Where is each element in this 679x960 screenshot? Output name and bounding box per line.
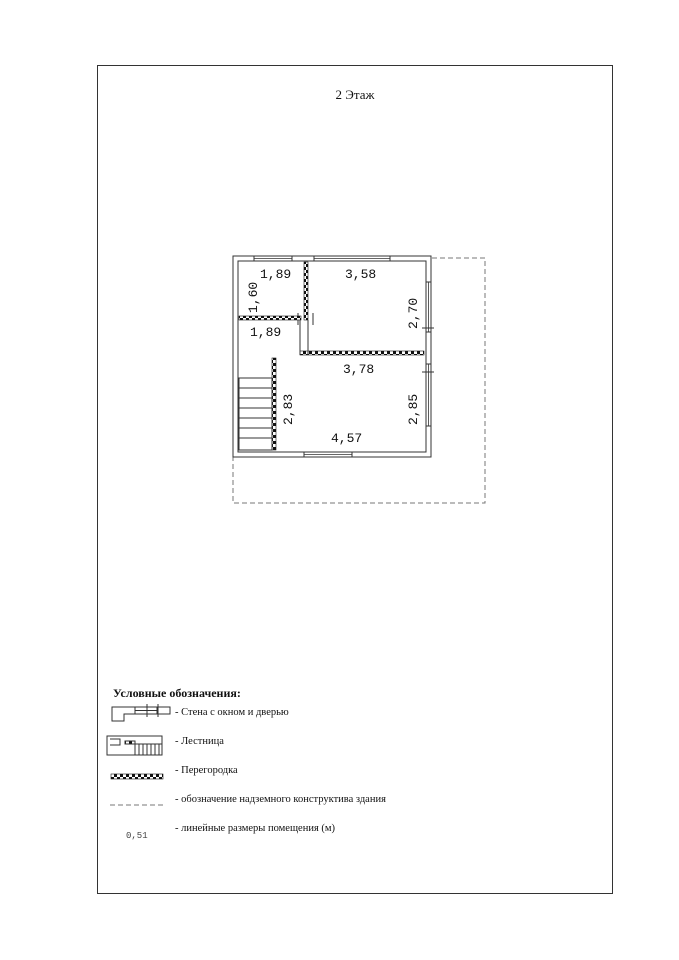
- legend-label-partition: - Перегородка: [175, 765, 238, 776]
- legend-symbol-stairs: [107, 736, 162, 755]
- dim-wc-height: 1,60: [246, 281, 261, 313]
- legend-label-dimensions: - линейные размеры помещения (м): [175, 823, 336, 834]
- window-right-lower: [426, 364, 431, 426]
- floor-title: 2 Этаж: [335, 87, 375, 102]
- window-right-upper: [426, 282, 431, 332]
- legend-label-stairs: - Лестница: [175, 736, 224, 747]
- legend-sample-dimension: 0,51: [126, 831, 148, 841]
- legend-title: Условные обозначения:: [113, 686, 241, 700]
- legend-label-wall: - Стена с окном и дверью: [175, 707, 289, 718]
- dim-living-width: 4,57: [331, 431, 363, 446]
- legend-symbol-wall-window-door: [112, 704, 170, 721]
- window-bottom: [304, 452, 352, 457]
- dim-wc-width: 1,89: [260, 267, 292, 282]
- inner-wall-lines: [300, 320, 308, 355]
- window-top-right: [314, 256, 390, 261]
- staircase: [239, 378, 272, 450]
- legend-symbol-partition: [111, 774, 163, 779]
- dim-room-width: 3,58: [345, 267, 377, 282]
- dim-stair-height: 2,83: [281, 393, 296, 425]
- window-top-left: [254, 256, 292, 261]
- dim-living-top-width: 3,78: [343, 362, 375, 377]
- aboveground-construct-outline: [233, 258, 485, 503]
- dim-living-height: 2,85: [406, 393, 421, 425]
- dim-hall-width: 1,89: [250, 325, 282, 340]
- partitions: [239, 262, 424, 450]
- legend-label-construct: - обозначение надземного конструктива здания: [175, 794, 386, 805]
- dim-room-height: 2,70: [406, 297, 421, 329]
- outer-walls: [233, 256, 431, 457]
